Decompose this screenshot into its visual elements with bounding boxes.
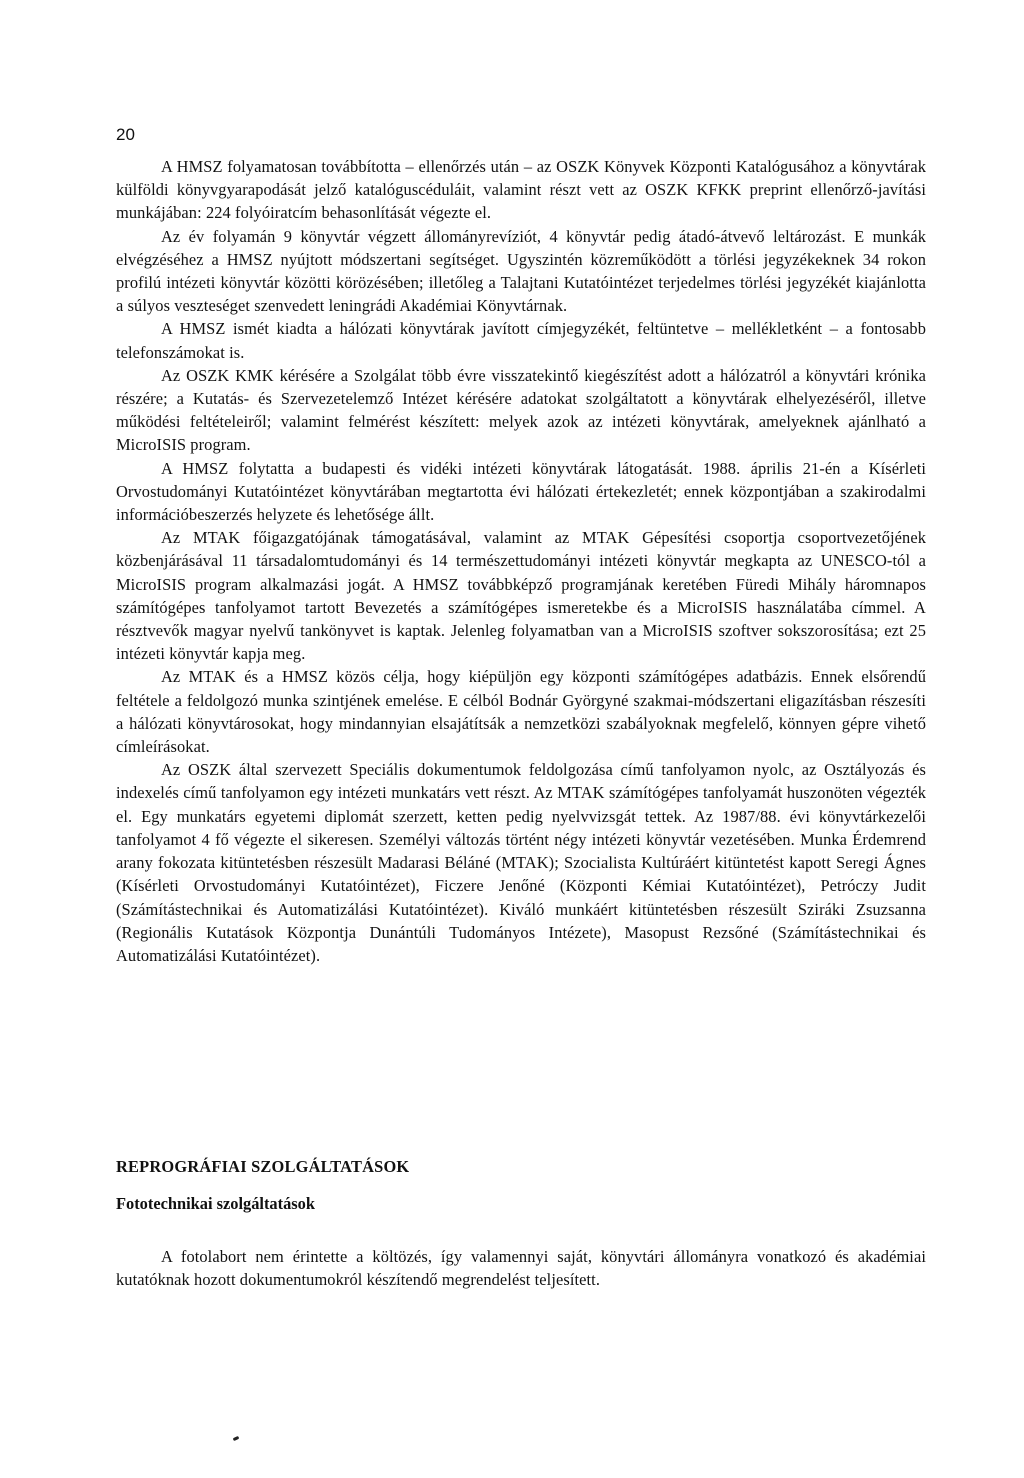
section-heading: REPROGRÁFIAI SZOLGÁLTATÁSOK [116, 1157, 410, 1176]
paragraph: Az MTAK és a HMSZ közös célja, hogy kiépüljön egy központi számítógépes adatbázis. Ennek elsőrendű feltétele a feldolgozó munka szintjének emelése. E célból Bodnár Györgyné szakmai-módszertani eligazításban részesíti a hálózati könyvtárosokat, hogy mindannyian elsajátítsák a nemzetközi szabályoknak megfelelő, könnyen gépre vihető címleírásokat. [116, 667, 926, 757]
paragraph: Az OSZK KMK kérésére a Szolgálat több évre visszatekintő kiegészítést adott a hálózatról a könyvtári krónika részére; a Kutatás- és Szervezetelemző Intézet kérésére adatokat szolgáltatott a könyvtárak elhelyezéséről, illetve működési feltételeiről; valamint felmérést készített: melyek azok az intézeti könyvtárak, amelyeknek ajánlható a MicroISIS program. [116, 365, 926, 455]
page-number: 20 [116, 125, 135, 144]
paragraph: A HMSZ folytatta a budapesti és vidéki intézeti könyvtárak látogatását. 1988. április 21-én a Kísérleti Orvostudományi Kutatóintézet könyvtárában megtartotta évi hálózati értekezletét; ennek központjában a szakirodalmi információbeszerzés helyzete és lehetősége állt. [116, 458, 926, 525]
body-text [116, 155, 926, 967]
section-subheading: Fototechnikai szolgáltatások [116, 1194, 315, 1213]
paragraph: A HMSZ folyamatosan továbbította – ellenőrzés után – az OSZK Könyvek Központi Katalógusához a könyvtárak külföldi könyvgyarapodását jelző katalóguscéduláit, valamint részt vett az OSZK KFKK preprint ellenőrző-javítási munkájában: 224 folyóiratcím behasonlítását végezte el. [116, 157, 926, 223]
section-body [116, 1245, 926, 1291]
paragraph: Az MTAK főigazgatójának támogatásával, valamint az MTAK Gépesítési csoportja csoportvezetőjének közbenjárásával 11 társadalomtudományi és 14 természettudományi intézeti könyvtár megkapta az UNESCO-tól a MicroISIS program alkalmazási jogát. A HMSZ továbbképző programjának keretében Füredi Mihály háromnapos számítógépes tanfolyamot tartott Bevezetés a számítógépes ismeretekbe és a MicroISIS használatába címmel. A résztvevők magyar nyelvű tankönyvet is kaptak. Jelenleg folyamatban van a MicroISIS szoftver sokszorosítása; ezt 25 intézeti könyvtár kapja meg. [116, 528, 926, 664]
section-paragraph: A fotolabort nem érintette a költözés, így valamennyi saját, könyvtári állományra vonatkozó és akadémiai kutatóknak hozott dokumentumokról készítendő megrendelést teljesített. [116, 1247, 926, 1290]
scan-speck [233, 1436, 240, 1441]
paragraph: Az év folyamán 9 könyvtár végzett állományrevíziót, 4 könyvtár pedig átadó-átvevő leltározást. E munkák elvégzéséhez a HMSZ nyújtott módszertani segítséget. Ugyszintén közreműködött a törlési jegyzékeknek 34 rokon profilú intézeti könyvtár közötti körözésében; illetőleg a Talajtani Kutatóintézet terjedelmes törlési jegyzékét kiajánlotta a súlyos veszteséget szenvedett leningrádi Akadémiai Könyvtárnak. [116, 226, 926, 316]
paragraph: Az OSZK által szervezett Speciális dokumentumok feldolgozása című tanfolyamon nyolc, az Osztályozás és indexelés című tanfolyamon egy intézeti munkatárs vett részt. Az MTAK számítógépes tanfolyamát huszonöten végezték el. Egy munkatárs egyetemi diplomát szerzett, ketten pedig nyelvvizsgát tettek. Az 1987/88. évi könyvtárkezelői tanfolyamot 4 fő végezte el sikeresen. Személyi változás történt négy intézeti könyvtár vezetésében. Munka Érdemrend arany fokozata kitüntetésben részesült Madarasi Béláné (MTAK); Szocialista Kultúráért kitüntetést kapott Seregi Ágnes (Kísérleti Orvostudományi Kutatóintézet), Ficzere Jenőné (Központi Kémiai Kutatóintézet), Petróczy Judit (Számítástechnikai és Automatizálási Kutatóintézet). Kiváló munkáért kitüntetésben részesült Sziráki Zsuzsanna (Regionális Kutatások Központja Dunántúli Tudományos Intézete), Masopust Rezsőné (Számítástechnikai és Automatizálási Kutatóintézet). [116, 760, 926, 965]
paragraph: A HMSZ ismét kiadta a hálózati könyvtárak javított címjegyzékét, feltüntetve – mellékletként – a fontosabb telefonszámokat is. [116, 319, 926, 362]
